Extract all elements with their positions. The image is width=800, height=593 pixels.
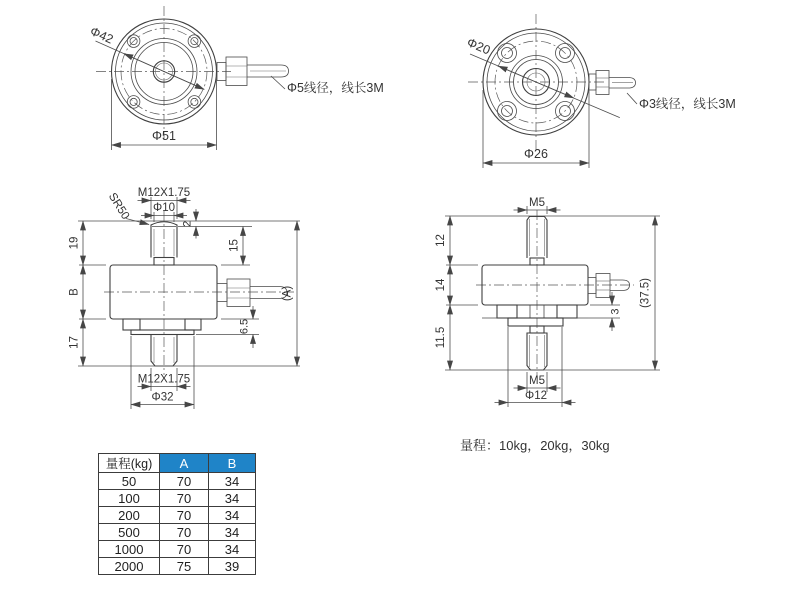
base-plate (131, 330, 194, 335)
cell-capacity: 200 (99, 507, 160, 524)
cell-capacity: 1000 (99, 541, 160, 558)
cable-gland (217, 279, 287, 307)
col-header-b: B (209, 454, 256, 473)
capacity-spec-table (98, 453, 256, 575)
dim-label-12: 12 (435, 234, 447, 247)
side-view-large (69, 187, 301, 409)
table-row (99, 507, 256, 524)
foot-right (185, 319, 201, 330)
dim-label-thread-bottom: M5 (529, 375, 545, 387)
dim-label-thread-top: M5 (529, 197, 545, 209)
dim-label-nub-height: 3 (609, 308, 622, 315)
dim-label-thread-top: M12X1.75 (137, 187, 191, 199)
table-row (99, 490, 256, 507)
dim-label-base-dia: Φ32 (151, 391, 174, 404)
col-header-a: A (160, 454, 209, 473)
dim-label-sphere-radius: SR50 (105, 191, 132, 222)
cell-capacity: 500 (99, 524, 160, 541)
dim-label-neck-dia: Φ10 (153, 202, 175, 214)
cell-b: 34 (209, 541, 256, 558)
cell-a: 75 (160, 558, 209, 575)
cell-b: 39 (209, 558, 256, 575)
foot-right (557, 305, 577, 318)
cell-b: 34 (209, 524, 256, 541)
cell-capacity: 100 (99, 490, 160, 507)
table-row (99, 524, 256, 541)
dim-label-base-dia: Φ12 (525, 390, 547, 402)
dim-label-outer-dia: Φ51 (152, 129, 176, 143)
dim-label-11-5: 11.5 (435, 326, 447, 349)
table-row (99, 473, 256, 490)
cell-a: 70 (160, 507, 209, 524)
cell-b: 34 (209, 507, 256, 524)
base-boss (508, 318, 563, 326)
flange-large-view (88, 6, 384, 150)
cable-note-large: Φ5线径，线长3M (287, 81, 384, 95)
table-row (99, 558, 256, 575)
col-header-capacity: 量程(kg) (99, 454, 160, 473)
cell-capacity: 2000 (99, 558, 160, 575)
dim-label-thread-length: 15 (228, 239, 241, 252)
dim-label-overall-height: (A) (281, 285, 294, 302)
dim-label-overall-height: (37.5) (639, 277, 652, 309)
cell-a: 70 (160, 524, 209, 541)
cell-b: 34 (209, 490, 256, 507)
dim-label-outer-dia: Φ26 (524, 147, 548, 161)
dim-label-bolt-circle-dia: Φ42 (87, 24, 116, 47)
dim-label-boss-height: 6.5 (238, 318, 251, 335)
cell-a: 70 (160, 490, 209, 507)
dim-label-19: 19 (68, 236, 81, 250)
table-header-row (99, 454, 256, 473)
dim-label-thread-bottom: M12X1.75 (137, 373, 191, 386)
foot-left (123, 319, 140, 330)
cell-capacity: 50 (99, 473, 160, 490)
cell-a: 70 (160, 541, 209, 558)
table-row (99, 541, 256, 558)
cell-b: 34 (209, 473, 256, 490)
capacity-range-note: 量程：10kg，20kg，30kg (460, 438, 610, 453)
cable-gland (588, 274, 630, 298)
dim-label-14: 14 (435, 278, 447, 292)
flange-small-view (465, 14, 736, 168)
dim-label-17: 17 (68, 336, 81, 349)
dim-label-B: B (68, 288, 81, 296)
dim-label-bolt-circle-dia: Φ20 (464, 35, 493, 58)
dim-label-cap-height: 2 (181, 220, 194, 227)
cable-gland (589, 71, 636, 95)
cable-note-small: Φ3线径，线长3M (639, 97, 736, 111)
cell-a: 70 (160, 473, 209, 490)
side-view-small (435, 197, 660, 407)
foot-left (497, 305, 517, 318)
